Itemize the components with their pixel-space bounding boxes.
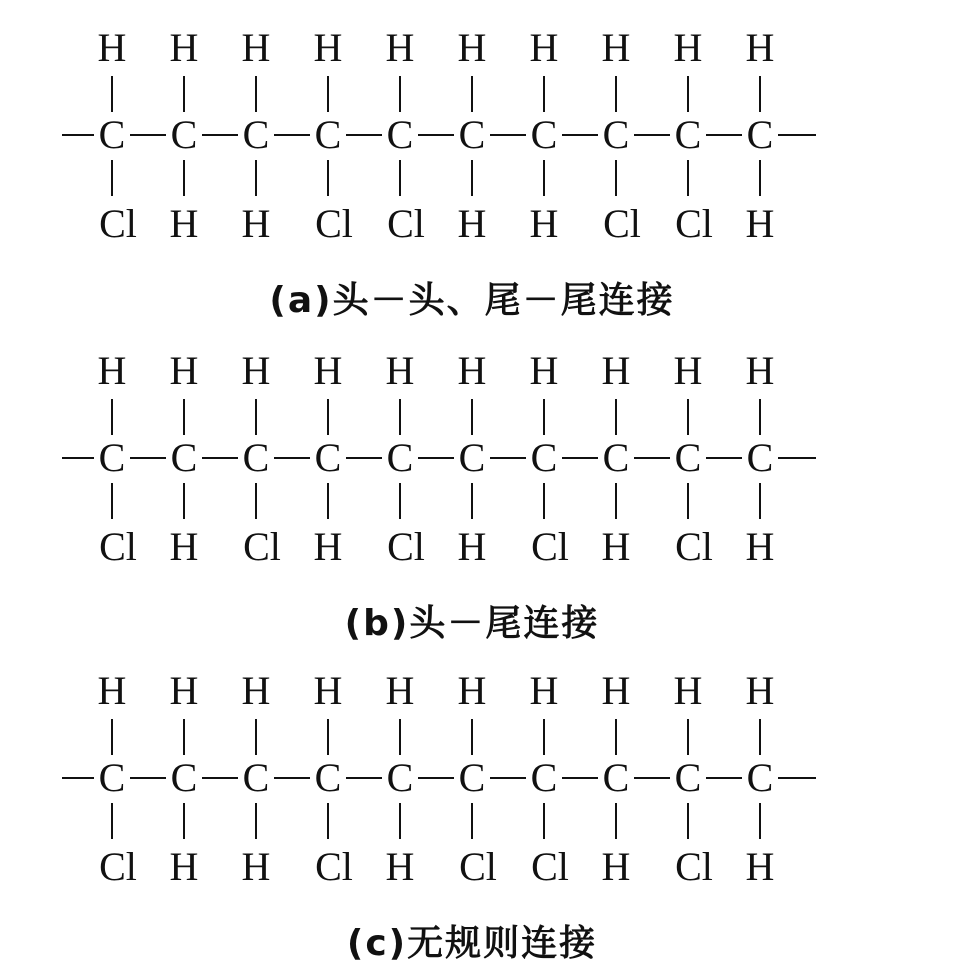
top-atom-label: H	[457, 25, 487, 70]
bottom-substituent-label: Cl	[387, 201, 425, 246]
bottom-substituent-label: H	[241, 201, 271, 246]
structure-c	[62, 668, 816, 962]
backbone-carbon-label: C	[530, 435, 558, 480]
top-atom-label: H	[601, 348, 631, 393]
top-atom-label: H	[745, 668, 775, 713]
backbone-carbon-label: C	[458, 435, 486, 480]
bottom-substituent-label: Cl	[675, 844, 713, 889]
backbone-carbon-label: C	[674, 755, 702, 800]
bottom-substituent-label: Cl	[675, 524, 713, 569]
top-atom-label: H	[97, 348, 127, 393]
backbone-carbon-label: C	[458, 755, 486, 800]
bottom-substituent-label: H	[385, 844, 415, 889]
bottom-substituent-label: Cl	[99, 201, 137, 246]
backbone-carbon-label: C	[746, 755, 774, 800]
top-atom-label: H	[97, 668, 127, 713]
bottom-substituent-label: H	[241, 844, 271, 889]
top-atom-label: H	[241, 25, 271, 70]
bottom-substituent-label: Cl	[675, 201, 713, 246]
top-atom-label: H	[457, 668, 487, 713]
backbone-carbon-label: C	[458, 112, 486, 157]
bottom-substituent-label: Cl	[315, 844, 353, 889]
backbone-carbon-label: C	[530, 755, 558, 800]
bottom-substituent-label: Cl	[387, 524, 425, 569]
top-atom-label: H	[97, 25, 127, 70]
bottom-substituent-label: H	[601, 844, 631, 889]
bottom-substituent-label: Cl	[531, 524, 569, 569]
top-atom-label: H	[745, 25, 775, 70]
top-atom-label: H	[313, 668, 343, 713]
backbone-carbon-label: C	[170, 435, 198, 480]
bottom-substituent-label: H	[745, 844, 775, 889]
top-atom-label: H	[169, 25, 199, 70]
bottom-substituent-label: Cl	[603, 201, 641, 246]
top-atom-label: H	[673, 25, 703, 70]
backbone-carbon-label: C	[170, 755, 198, 800]
structure-a	[62, 25, 816, 321]
backbone-carbon-label: C	[386, 755, 414, 800]
bottom-substituent-label: H	[169, 524, 199, 569]
top-atom-label: H	[313, 348, 343, 393]
bottom-substituent-label: H	[313, 524, 343, 569]
backbone-carbon-label: C	[98, 112, 126, 157]
top-atom-label: H	[457, 348, 487, 393]
top-atom-label: H	[745, 348, 775, 393]
top-atom-label: H	[673, 668, 703, 713]
top-atom-label: H	[529, 348, 559, 393]
backbone-carbon-label: C	[386, 435, 414, 480]
structure-caption: (a)头－头、尾－尾连接	[269, 280, 675, 321]
backbone-carbon-label: C	[314, 435, 342, 480]
backbone-carbon-label: C	[674, 435, 702, 480]
top-atom-label: H	[385, 348, 415, 393]
top-atom-label: H	[169, 668, 199, 713]
top-atom-label: H	[385, 668, 415, 713]
top-atom-label: H	[313, 25, 343, 70]
bottom-substituent-label: Cl	[315, 201, 353, 246]
backbone-carbon-label: C	[674, 112, 702, 157]
top-atom-label: H	[529, 25, 559, 70]
bottom-substituent-label: Cl	[99, 844, 137, 889]
top-atom-label: H	[601, 668, 631, 713]
top-atom-label: H	[601, 25, 631, 70]
bottom-substituent-label: H	[601, 524, 631, 569]
bottom-substituent-label: Cl	[531, 844, 569, 889]
backbone-carbon-label: C	[314, 112, 342, 157]
bottom-substituent-label: H	[457, 201, 487, 246]
backbone-carbon-label: C	[98, 755, 126, 800]
backbone-carbon-label: C	[314, 755, 342, 800]
backbone-carbon-label: C	[602, 755, 630, 800]
backbone-carbon-label: C	[242, 435, 270, 480]
bottom-substituent-label: H	[457, 524, 487, 569]
bottom-substituent-label: Cl	[243, 524, 281, 569]
backbone-carbon-label: C	[386, 112, 414, 157]
top-atom-label: H	[529, 668, 559, 713]
bottom-substituent-label: H	[745, 524, 775, 569]
backbone-carbon-label: C	[170, 112, 198, 157]
bottom-substituent-label: Cl	[99, 524, 137, 569]
structure-caption: (b)头－尾连接	[344, 603, 600, 644]
backbone-carbon-label: C	[602, 435, 630, 480]
bottom-substituent-label: H	[529, 201, 559, 246]
top-atom-label: H	[673, 348, 703, 393]
top-atom-label: H	[385, 25, 415, 70]
backbone-carbon-label: C	[746, 112, 774, 157]
top-atom-label: H	[241, 348, 271, 393]
backbone-carbon-label: C	[242, 755, 270, 800]
backbone-carbon-label: C	[98, 435, 126, 480]
structure-b	[62, 348, 816, 644]
bottom-substituent-label: H	[169, 201, 199, 246]
top-atom-label: H	[241, 668, 271, 713]
backbone-carbon-label: C	[746, 435, 774, 480]
bottom-substituent-label: H	[745, 201, 775, 246]
backbone-carbon-label: C	[602, 112, 630, 157]
structure-caption: (c)无规则连接	[346, 923, 598, 962]
top-atom-label: H	[169, 348, 199, 393]
bottom-substituent-label: H	[169, 844, 199, 889]
bottom-substituent-label: Cl	[459, 844, 497, 889]
backbone-carbon-label: C	[530, 112, 558, 157]
backbone-carbon-label: C	[242, 112, 270, 157]
